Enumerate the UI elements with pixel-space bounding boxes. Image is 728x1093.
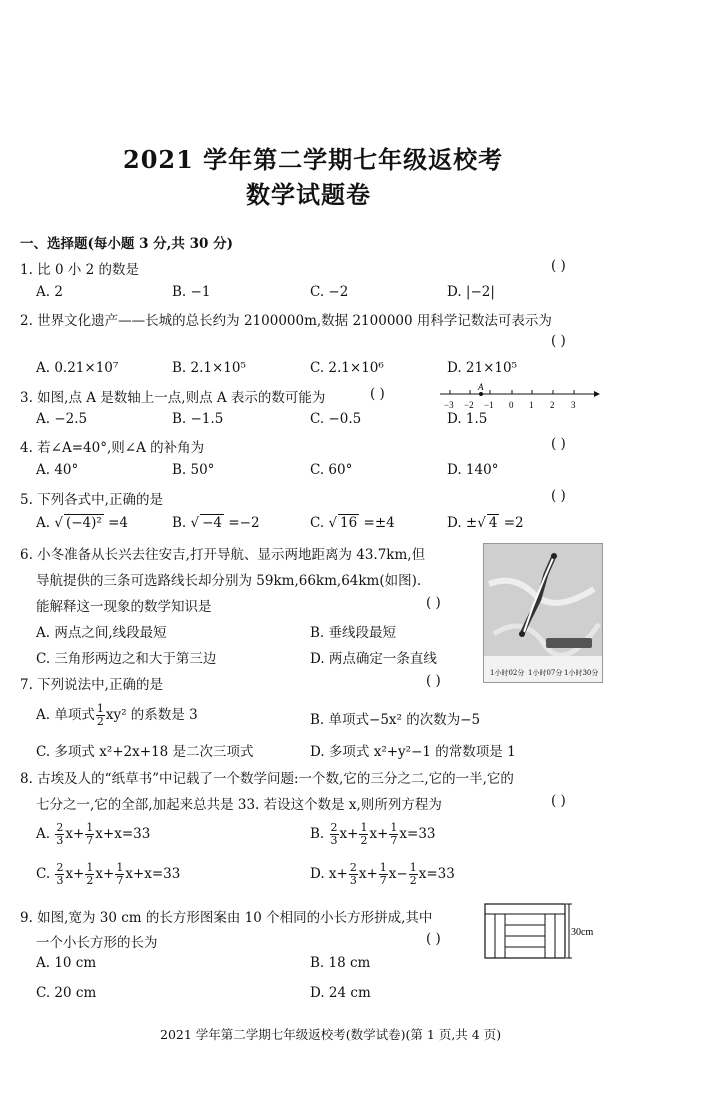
q9-option-d: D. 24 cm	[310, 985, 371, 1001]
q7-stem: 7. 下列说法中,正确的是	[20, 677, 163, 693]
point-a-marker	[479, 392, 483, 396]
q3-option-b: B. −1.5	[172, 411, 224, 427]
q9-option-b: B. 18 cm	[310, 955, 371, 971]
q3-stem: 3. 如图,点 A 是数轴上一点,则点 A 表示的数可能为	[20, 390, 326, 406]
q9-answer-blank: ( )	[426, 931, 441, 947]
q7-option-c: C. 多项式 x²+2x+18 是二次三项式	[36, 744, 254, 760]
q5-stem: 5. 下列各式中,正确的是	[20, 492, 163, 508]
q7-option-b: B. 单项式−5x² 的次数为−5	[310, 712, 481, 728]
tick-label: 3	[571, 400, 576, 410]
q6-answer-blank: ( )	[426, 595, 441, 611]
q1-option-d: D. |−2|	[447, 284, 495, 300]
q4-option-b: B. 50°	[172, 462, 215, 478]
q5-option-c: C. √ 16 =±4	[310, 515, 395, 531]
navigation-map-figure	[483, 543, 603, 683]
q4-option-d: D. 140°	[447, 462, 499, 478]
q1-answer-blank: ( )	[551, 258, 566, 274]
q3-option-d: D. 1.5	[447, 411, 488, 427]
q8-option-a: A. $\frac{2}{3}$ x+ $\frac{1}{7}$ x+x=33	[36, 821, 151, 847]
q5-option-a: A. √ (−4)² =4	[36, 515, 129, 531]
q2-stem: 2. 世界文化遗产——长城的总长约为 2100000m,数据 2100000 用科学记数法可表示为	[20, 313, 552, 329]
q1-option-a: A. 2	[36, 284, 63, 300]
section-heading: 一、选择题(每小题 3 分,共 30 分)	[20, 236, 233, 252]
q5-option-d: D. ±√ 4 =2	[447, 515, 524, 531]
map-route-time-2: 1小时07分	[528, 669, 563, 677]
tick-label: −3	[444, 400, 454, 410]
width-label: 30cm	[571, 927, 594, 938]
q1-option-c: C. −2	[310, 284, 349, 300]
q6-line3: 能解释这一现象的数学知识是	[36, 599, 212, 615]
map-route-time-1: 1小时02分	[490, 669, 525, 677]
q8-answer-blank: ( )	[551, 793, 566, 809]
q9-option-a: A. 10 cm	[36, 955, 97, 971]
q7-option-d: D. 多项式 x²+y²−1 的常数项是 1	[310, 744, 516, 760]
q8-option-d: D. x+ $\frac{2}{3}$ x+ $\frac{1}{7}$ x− $\frac{1}{2}$ x=33	[310, 861, 455, 887]
q5-answer-blank: ( )	[551, 488, 566, 504]
q9-line1: 9. 如图,宽为 30 cm 的长方形图案由 10 个相同的小长方形拼成,其中	[20, 910, 433, 926]
q8-line2: 七分之一,它的全部,加起来总共是 33. 若设这个数是 x,则所列方程为	[36, 797, 442, 813]
q6-option-a: A. 两点之间,线段最短	[36, 625, 167, 641]
q6-option-c: C. 三角形两边之和大于第三边	[36, 651, 217, 667]
q2-answer-blank: ( )	[551, 333, 566, 349]
q4-option-a: A. 40°	[36, 462, 79, 478]
q2-option-a: A. 0.21×10⁷	[36, 360, 119, 376]
map-route-icon	[484, 544, 602, 682]
q3-option-c: C. −0.5	[310, 411, 362, 427]
q7-answer-blank: ( )	[426, 673, 441, 689]
q4-option-c: C. 60°	[310, 462, 353, 478]
rectangle-tiling-figure	[483, 900, 601, 964]
q3-option-a: A. −2.5	[36, 411, 88, 427]
q2-option-c: C. 2.1×10⁶	[310, 360, 384, 376]
point-a-label: A	[478, 382, 484, 392]
tick-label: 2	[550, 400, 555, 410]
q8-option-b: B. $\frac{2}{3}$ x+ $\frac{1}{2}$ x+ $\frac{1}{7}$ x=33	[310, 821, 436, 847]
q1-option-b: B. −1	[172, 284, 211, 300]
q6-option-b: B. 垂线段最短	[310, 625, 397, 641]
q9-option-c: C. 20 cm	[36, 985, 97, 1001]
number-line-figure	[436, 382, 600, 412]
q2-option-d: D. 21×10⁵	[447, 360, 518, 376]
tick-label: −2	[464, 400, 474, 410]
q8-option-c: C. $\frac{2}{3}$ x+ $\frac{1}{2}$ x+ $\frac{1}{7}$ x+x=33	[36, 861, 181, 887]
tick-label: 1	[529, 400, 534, 410]
page-footer: 2021 学年第二学期七年级返校考(数学试卷)(第 1 页,共 4 页)	[160, 1027, 502, 1042]
map-route-time-3: 1小时30分	[564, 669, 599, 677]
q5-option-b: B. √ −4 =−2	[172, 515, 260, 531]
q6-option-d: D. 两点确定一条直线	[310, 651, 437, 667]
tick-label: 0	[509, 400, 514, 410]
q2-option-b: B. 2.1×10⁵	[172, 360, 246, 376]
exam-subtitle: 数学试题卷	[246, 180, 371, 209]
q9-line2: 一个小长方形的长为	[36, 935, 158, 951]
q1-stem: 1. 比 0 小 2 的数是	[20, 262, 140, 278]
exam-title: 2021 学年第二学期七年级返校考	[123, 145, 504, 174]
q4-stem: 4. 若∠A=40°,则∠A 的补角为	[20, 440, 205, 456]
q7-option-a: A. 单项式 $\frac{1}{2}$ xy² 的系数是 3	[36, 702, 198, 728]
q4-answer-blank: ( )	[551, 436, 566, 452]
q3-answer-blank: ( )	[370, 386, 385, 402]
q6-line2: 导航提供的三条可选路线长却分别为 59km,66km,64km(如图).	[36, 573, 422, 589]
q8-line1: 8. 古埃及人的“纸草书”中记载了一个数学问题:一个数,它的三分之二,它的一半,它的	[20, 771, 514, 787]
q6-line1: 6. 小冬准备从长兴去往安吉,打开导航、显示两地距离为 43.7km,但	[20, 547, 426, 563]
tick-label: −1	[484, 400, 494, 410]
